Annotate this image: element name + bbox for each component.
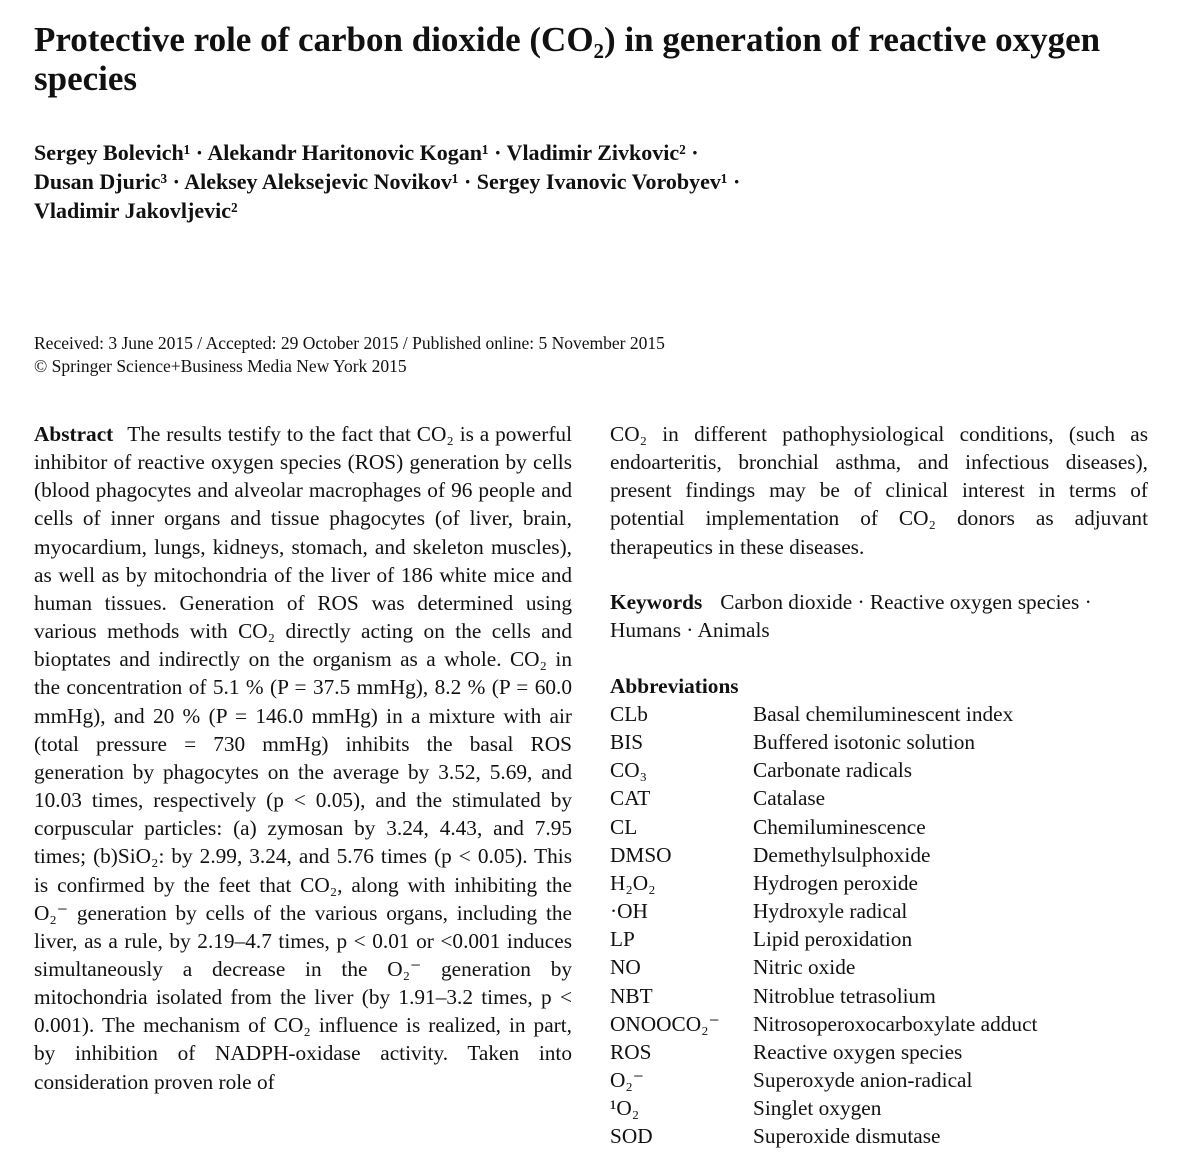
- abbreviation-row: [610, 1122, 1037, 1150]
- abbreviation-term: CL: [610, 814, 638, 839]
- abbreviation-term: DMSO: [610, 842, 672, 867]
- abbreviation-term: ¹O₂: [610, 1096, 640, 1121]
- abbreviation-meaning: Buffered isotonic solution: [753, 730, 976, 755]
- abbreviation-meaning: Demethylsulphoxide: [753, 842, 931, 867]
- abbreviation-meaning: Hydrogen peroxide: [753, 870, 918, 895]
- publication-info: [34, 332, 1164, 378]
- abbreviation-term: BIS: [610, 730, 644, 755]
- abbreviation-term: ·OH: [610, 899, 648, 924]
- abbreviation-term: CAT: [610, 786, 651, 811]
- publication-dates: Received: 3 June 2015 / Accepted: 29 October 2015 / Published online: 5 November 2015: [34, 333, 665, 353]
- abbreviation-term: CLb: [610, 702, 648, 726]
- abbreviation-term: H₂O₂: [610, 870, 656, 895]
- right-column: [610, 420, 1148, 1149]
- keywords-text: Carbon dioxide · Reactive oxygen species · Humans · Animals: [610, 590, 1092, 643]
- abbreviation-term: ONOOCO₂⁻: [610, 1011, 720, 1036]
- abbreviation-row: [610, 700, 1037, 728]
- abstract-section: [34, 420, 572, 1096]
- abbreviation-row: [610, 784, 1037, 812]
- abstract-text: The results testify to the fact that CO₂ is a powerful inhibitor of reactive oxygen species (ROS) generation by cells (blood phagocytes and alveolar macrophages of 96 people and cells of inner organs and tissue phagocytes (of liver, brain, myocardium, lungs, kidneys, stomach, and skeleton muscles), as well as by mitochondria of the liver of 186 white mice and human tissues. Generation of ROS was determined using various methods with CO₂ directly acting on the cells and bioptates and indirectly on the organism as a whole. CO₂ in the concentration of 5.1 % (P = 37.5 mmHg), 8.2 % (P = 60.0 mmHg), and 20 % (P = 146.0 mmHg) in a mixture with air (total pressure = 730 mmHg) inhibits the basal ROS generation by phagocytes on the average by 3.52, 5.69, and 10.03 times, respectively (p < 0.05), and the stimulated by corpuscular particles: (a) zymosan by 3.24, 4.43, and 7.95 times; (b)SiO₂: by 2.99, 3.24, and 5.76 times (p < 0.05). This is confirmed by the feet that CO₂, along with inhibiting the O₂⁻ generation by cells of the various organs, including the liver, as a rule, by 2.19–4.7 times, p < 0.01 or <0.001 induces simultaneously a decrease in the O₂⁻ generation by mitochondria isolated from the liver (by 1.91–3.2 times, p < 0.001). The mechanism of CO₂ influence is realized, in part, by inhibition of NADPH-oxidase activity. Taken into consideration proven role of: [34, 422, 572, 1094]
- abbreviation-term: NO: [610, 955, 641, 980]
- author-line: Sergey Bolevich¹ · Alekandr Haritonovic Kogan¹ · Vladimir Zivkovic² ·: [34, 140, 699, 165]
- abbreviation-term: NBT: [610, 983, 653, 1008]
- abbreviation-row: [610, 813, 1037, 841]
- abbreviation-row: [610, 756, 1037, 784]
- abbreviation-meaning: Nitric oxide: [753, 955, 856, 980]
- abbreviation-term: CO₃: [610, 758, 648, 783]
- abbreviation-row: [610, 1066, 1037, 1094]
- abbreviation-term: LP: [610, 927, 635, 952]
- author-list: [34, 138, 1164, 225]
- abstract-label: Abstract: [34, 422, 114, 446]
- keywords-label: Keywords: [610, 590, 703, 614]
- abbreviation-row: [610, 897, 1037, 925]
- abbreviation-meaning: Lipid peroxidation: [753, 927, 913, 952]
- abbreviation-meaning: Superoxyde anion-radical: [753, 1068, 973, 1093]
- abbreviation-meaning: Hydroxyle radical: [753, 899, 908, 924]
- abbreviation-term: O₂⁻: [610, 1068, 645, 1093]
- abbreviation-meaning: Chemiluminescence: [753, 814, 926, 839]
- abbreviation-meaning: Carbonate radicals: [753, 758, 913, 783]
- abbreviation-meaning: Basal chemiluminescent index: [753, 702, 1014, 726]
- keywords-section: [610, 588, 1148, 644]
- copyright-notice: © Springer Science+Business Media New York 2015: [34, 356, 407, 376]
- abbreviation-row: [610, 1094, 1037, 1122]
- abbreviation-meaning: Catalase: [753, 786, 826, 811]
- abbreviation-row: [610, 1038, 1037, 1066]
- abbreviation-row: [610, 1010, 1037, 1038]
- abbreviation-row: [610, 728, 1037, 756]
- author-line: Vladimir Jakovljevic²: [34, 198, 238, 223]
- abbreviation-meaning: Singlet oxygen: [753, 1096, 882, 1121]
- abbreviations-label: Abbreviations: [610, 674, 739, 698]
- abbreviation-meaning: Superoxide dismutase: [753, 1124, 941, 1149]
- abbreviations-table: [610, 700, 1037, 1151]
- abbreviation-row: [610, 982, 1037, 1010]
- abbreviation-meaning: Nitrosoperoxocarboxylate adduct: [753, 1011, 1038, 1036]
- abbreviation-row: [610, 925, 1037, 953]
- abbreviation-term: SOD: [610, 1124, 653, 1149]
- paper-title: Protective role of carbon dioxide (CO₂) in generation of reactive oxygen species: [34, 20, 1101, 98]
- abbreviation-meaning: Reactive oxygen species: [753, 1039, 963, 1064]
- abbreviation-row: [610, 841, 1037, 869]
- abbreviation-row: [610, 953, 1037, 981]
- abbreviation-term: ROS: [610, 1039, 652, 1064]
- abbreviation-row: [610, 869, 1037, 897]
- author-line: Dusan Djuric³ · Aleksey Aleksejevic Novikov¹ · Sergey Ivanovic Vorobyev¹ ·: [34, 169, 741, 194]
- abbreviation-meaning: Nitroblue tetrasolium: [753, 983, 936, 1008]
- abstract-continued: CO₂ in different pathophysiological conditions, (such as endoarteritis, bronchial asthma, and infectious diseases), present findings may be of clinical interest in terms of potential implementation of CO₂ donors as adjuvant therapeutics in these diseases.: [610, 422, 1148, 559]
